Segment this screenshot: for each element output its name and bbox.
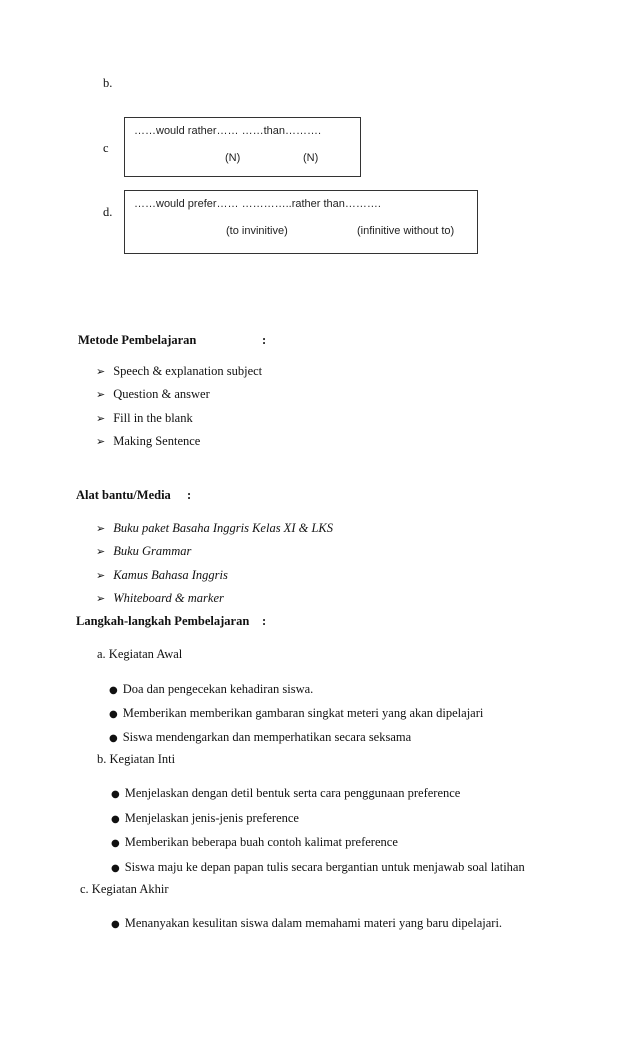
metode-heading: Metode Pembelajaran (78, 333, 197, 347)
would-prefer-formula-box (124, 190, 478, 254)
list-item: ➢ Buku Grammar (96, 544, 192, 559)
bullet-icon: ● (111, 919, 120, 930)
noun-label-2: (N) (303, 152, 319, 164)
list-item: ● Doa dan pengecekan kehadiran siswa. (109, 682, 314, 696)
list-item: ➢ Kamus Bahasa Inggris (96, 567, 228, 582)
bullet-icon: ● (109, 709, 118, 720)
list-item: ● Siswa mendengarkan dan memperhatikan secara seksama (109, 730, 412, 744)
alat-heading: Alat bantu/Media (76, 488, 171, 502)
would-prefer-formula: ……would prefer…… …………..rather than………. (134, 198, 381, 210)
bullet-icon: ● (109, 733, 118, 744)
bullet-icon: ● (111, 838, 120, 849)
kegiatan-inti-title: b. Kegiatan Inti (97, 752, 176, 766)
list-item: ● Menjelaskan jenis-jenis preference (111, 810, 299, 825)
list-item: ● Menanyakan kesulitan siswa dalam memahami materi yang baru dipelajari. (111, 916, 503, 930)
bare-infinitive-note: (infinitive without to) (357, 225, 455, 237)
noun-label-1: (N) (225, 152, 241, 164)
arrow-bullet-icon: ➢ (96, 545, 106, 559)
list-item: ➢ Buku paket Basaha Inggris Kelas XI & LKS (96, 521, 333, 535)
alat-colon: : (187, 488, 192, 502)
bullet-icon: ● (111, 862, 120, 874)
kegiatan-inti-list (111, 781, 525, 879)
list-item: ● Memberikan beberapa buah contoh kalimat preference (111, 835, 398, 849)
list-item: ● Memberikan memberikan gambaran singkat meteri yang akan dipelajari (109, 706, 484, 720)
item-d-label: d. (103, 205, 113, 219)
list-item: ➢ Fill in the blank (96, 410, 193, 425)
list-item: ● Siswa maju ke depan papan tulis secara bergantian untuk menjawab soal latihan (111, 859, 525, 874)
kegiatan-awal-title: a. Kegiatan Awal (97, 647, 183, 661)
metode-list (96, 360, 262, 454)
kegiatan-akhir-list (111, 911, 502, 935)
langkah-colon: : (262, 614, 267, 628)
langkah-heading: Langkah-langkah Pembelajaran (76, 614, 250, 628)
item-b-label: b. (103, 76, 113, 90)
would-rather-formula: ……would rather…… ……than………. (134, 125, 322, 137)
arrow-bullet-icon: ➢ (96, 592, 106, 606)
arrow-bullet-icon: ➢ (96, 522, 106, 535)
metode-colon: : (262, 333, 267, 347)
would-rather-formula-box (124, 117, 361, 177)
arrow-bullet-icon: ➢ (96, 568, 106, 582)
kegiatan-akhir-title: c. Kegiatan Akhir (80, 882, 169, 896)
arrow-bullet-icon: ➢ (96, 365, 106, 378)
kegiatan-awal-list (109, 677, 483, 749)
bullet-icon: ● (111, 789, 120, 800)
list-item: ➢ Question & answer (96, 387, 210, 402)
arrow-bullet-icon: ➢ (96, 411, 106, 425)
bullet-icon: ● (111, 813, 120, 825)
list-item: ➢ Making Sentence (96, 434, 201, 449)
bullet-icon: ● (109, 685, 118, 696)
list-item: ➢ Speech & explanation subject (96, 364, 263, 378)
arrow-bullet-icon: ➢ (96, 435, 106, 449)
list-item: ● Menjelaskan dengan detil bentuk serta cara penggunaan preference (111, 786, 461, 800)
alat-list (96, 517, 333, 611)
arrow-bullet-icon: ➢ (96, 388, 106, 402)
item-c-label: c (103, 141, 109, 155)
infinitive-note: (to invinitive) (226, 225, 288, 237)
list-item: ➢ Whiteboard & marker (96, 591, 224, 606)
